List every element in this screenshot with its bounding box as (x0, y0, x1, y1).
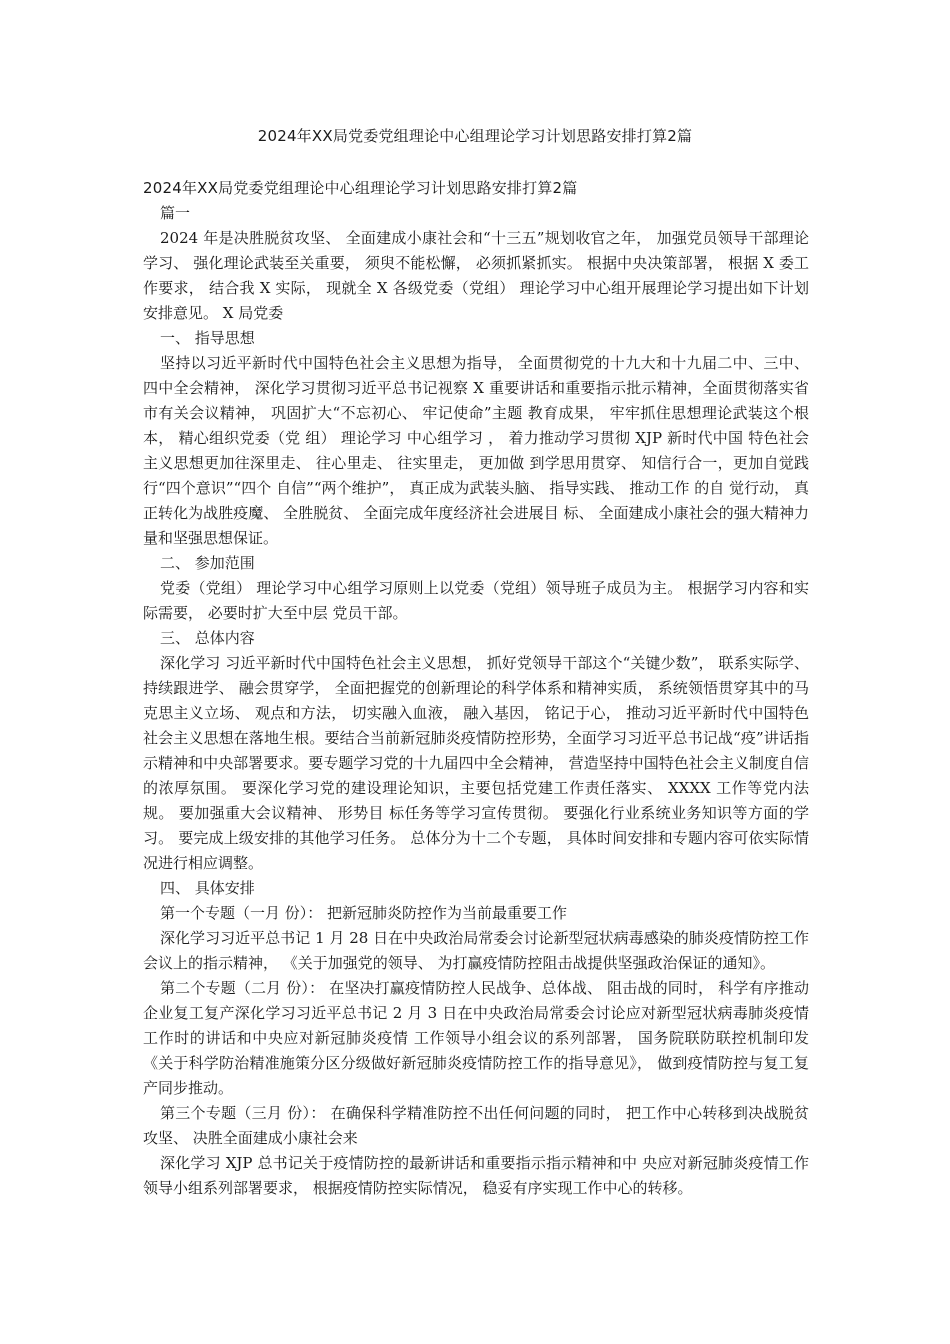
topic-2-paragraph: 第二个专题（二月 份）： 在坚决打赢疫情防控人民战争、总体战、 阻击战的同时， 科学有序推动企业复工复产深化学习习近平总书记 2 月 3 日在中央政治局常委会讨论应对新型冠状病毒肺炎疫情工作时的讲话和中央应对新冠肺炎疫情 工作领导小组会议的系列部署， 国务院联防联控机制印发《关于科学防治精准施策分区分级做好新冠肺炎疫情防控工作的指导意见》， 做到疫情防控与复工复产同步推动。 (143, 979, 809, 1097)
section-heading-guiding-ideology: 一、 指导思想 (160, 329, 255, 347)
paragraph-participants: 党委（党组） 理论学习中心组学习原则上以党委（党组）领导班子成员为主。 根据学习内容和实际需要， 必要时扩大至中层 党员干部。 (143, 579, 809, 622)
section-heading-participants: 二、 参加范围 (160, 554, 255, 572)
document-body (143, 176, 809, 1201)
section-heading-arrangements: 四、 具体安排 (160, 879, 255, 897)
paragraph-guiding-ideology: 坚持以习近平新时代中国特色社会主义思想为指导， 全面贯彻党的十九大和十九届二中、三中、 四中全会精神， 深化学习贯彻习近平总书记视察 X 重要讲话和重要指示批示精神，全面贯彻落实省市有关会议精神， 巩固扩大“不忘初心、 牢记使命”主题 教育成果， 牢牢抓住思想理论武装这个根本， 精心组织党委（党 组） 理论学习 中心组学习 ， 着力推动学习贯彻 XJP 新时代中国 特色社会主义思想更加往深里走、 往心里走、 往实里走， 更加做 到学思用贯穿、 知信行合一，更加自觉践行“四个意识”“四个 自信”“两个维护”， 真正成为武装头脑、 指导实践、 推动工作 的自 觉行动， 真正转化为战胜疫魔、 全胜脱贫、 全面完成年度经济社会进展目 标、 全面建成小康社会的强大精神力量和坚强思想保证。 (143, 354, 809, 547)
topic-1-heading: 第一个专题（一月 份）： 把新冠肺炎防控作为当前最重要工作 (160, 904, 568, 922)
document-title: 2024年XX局党委党组理论中心组理论学习计划思路安排打算2篇 (257, 127, 693, 145)
section-heading-overall-content: 三、 总体内容 (160, 629, 255, 647)
document-subtitle: 2024年XX局党委党组理论中心组理论学习计划思路安排打算2篇 (143, 179, 578, 197)
paragraph-intro: 2024 年是决胜脱贫攻坚、 全面建成小康社会和“十三五”规划收官之年， 加强党员领导干部理论学习、 强化理论武装至关重要， 须臾不能松懈， 必须抓紧抓实。 根据中央决策部署， 根据 X 委工作要求， 结合我 X 实际， 现就全 X 各级党委（党组） 理论学习中心组开展理论学习提出如下计划安排意见。 X 局党委 (143, 229, 809, 322)
topic-3-heading: 第三个专题（三月 份）： 在确保科学精准防控不出任何问题的同时， 把工作中心转移到决战脱贫攻坚、 决胜全面建成小康社会来 (143, 1104, 809, 1147)
part-label: 篇一 (160, 204, 191, 222)
topic-1-body: 深化学习习近平总书记 1 月 28 日在中央政治局常委会讨论新型冠状病毒感染的肺炎疫情防控工作会议上的指示精神， 《关于加强党的领导、 为打赢疫情防控阻击战提供坚强政治保证的通知》。 (143, 929, 809, 972)
paragraph-overall-content: 深化学习 习近平新时代中国特色社会主义思想， 抓好党领导干部这个“关键少数”， 联系实际学、 持续跟进学、 融会贯穿学， 全面把握党的创新理论的科学体系和精神实质， 系统领悟贯穿其中的马克思主义立场、 观点和方法， 切实融入血液， 融入基因， 铭记于心， 推动习近平新时代中国特色社会主义思想在落地生根。要结合当前新冠肺炎疫情防控形势，全面学习习近平总书记战“疫”讲话指示精神和中央部署要求。要专题学习党的十九届四中全会精神， 营造坚持中国特色社会主义制度自信的浓厚氛围。 要深化学习党的建设理论知识，主要包括党建工作责任落实、 XXXX 工作等党内法规。 要加强重大会议精神、 形势目 标任务等学习宣传贯彻。 要强化行业系统业务知识等方面的学习。 要完成上级安排的其他学习任务。 总体分为十二个专题， 具体时间安排和专题内容可依实际情况进行相应调整。 (143, 654, 809, 872)
topic-3-body: 深化学习 XJP 总书记关于疫情防控的最新讲话和重要指示指示精神和中 央应对新冠肺炎疫情工作领导小组系列部署要求， 根据疫情防控实际情况， 稳妥有序实现工作中心的转移。 (143, 1154, 809, 1197)
